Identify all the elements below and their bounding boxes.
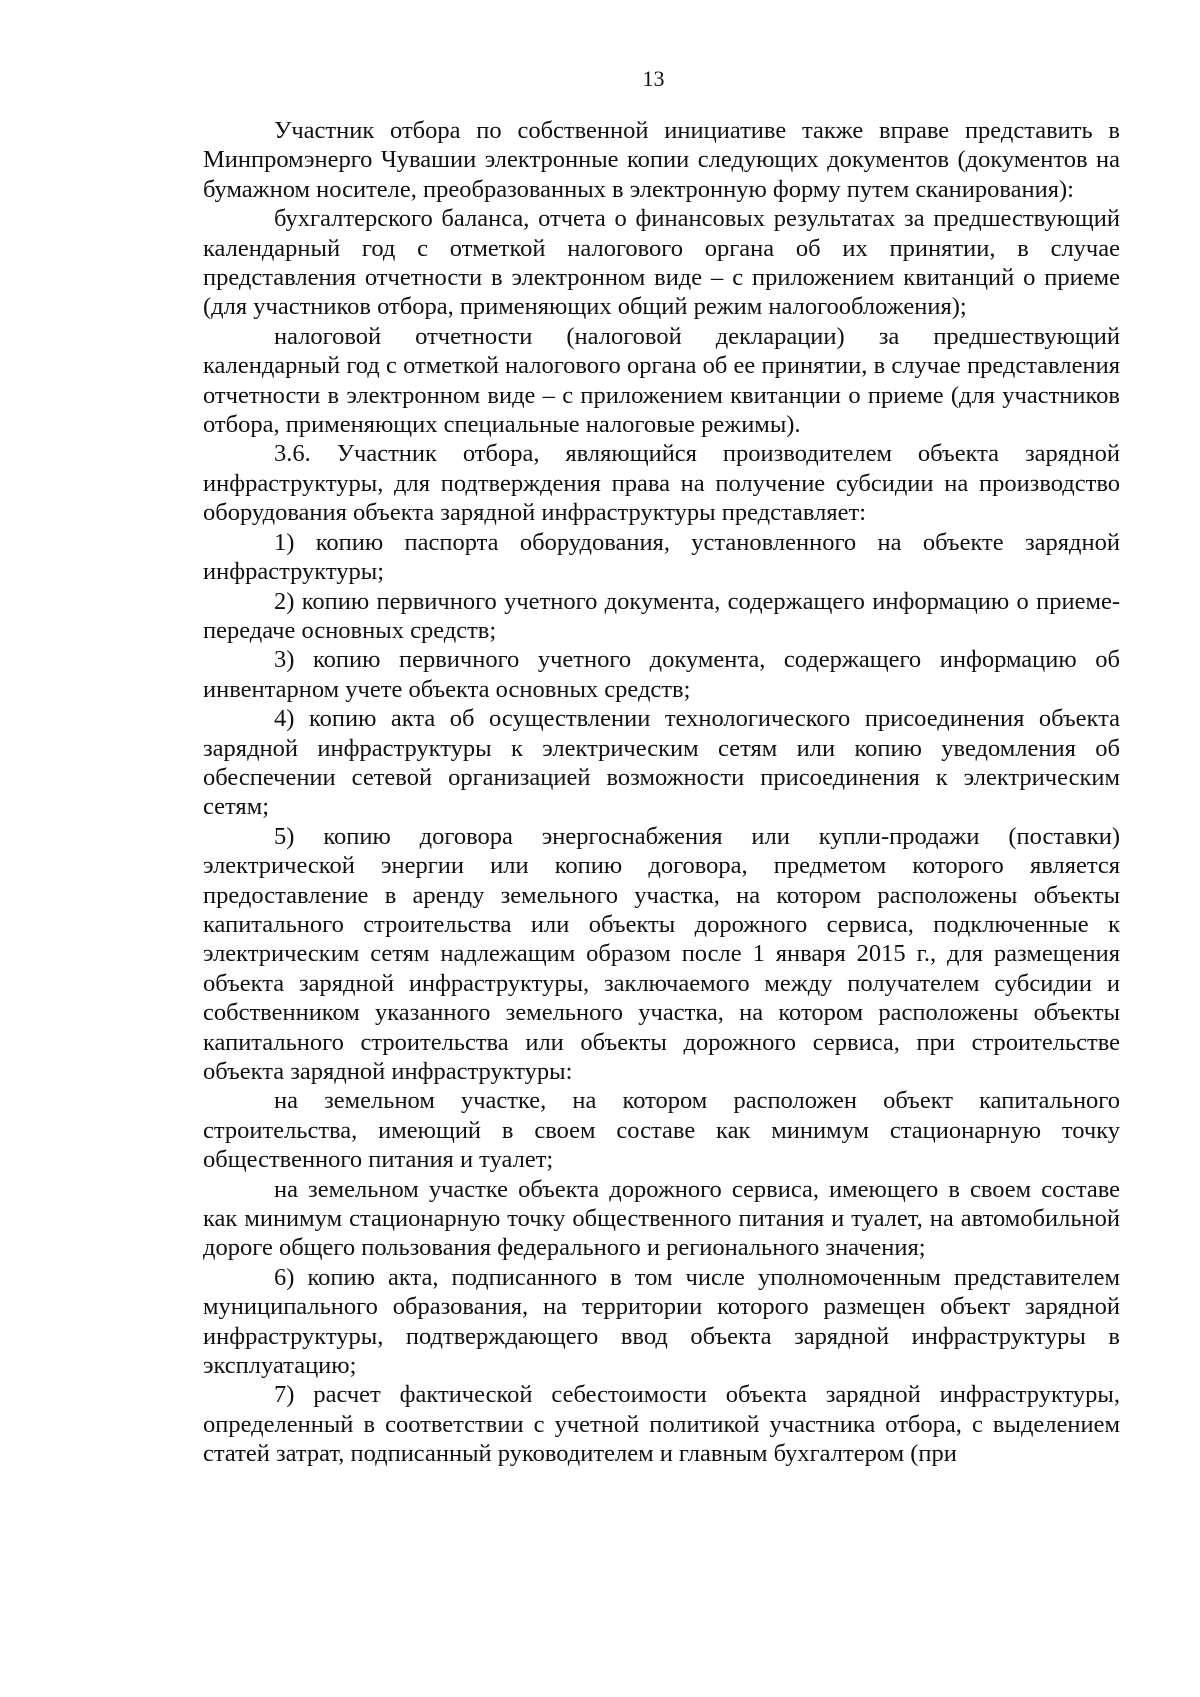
paragraph-intro: Участник отбора по собственной инициативе также вправе представить в Минпромэнерго Чувашии электронные копии следующих документов (документов на бумажном носителе, преобразованных в электронную форму путем сканирования): xyxy=(203,117,1120,203)
paragraph-road-service: на земельном участке объекта дорожного сервиса, имеющего в своем составе как минимум стационарную точку общественного питания и туалет, на автомобильной дороге общего пользования федерального и регионального значения; xyxy=(203,1175,1120,1262)
paragraph-capital-construction: на земельном участке, на котором расположен объект капитального строительства, имеющий в своем составе как минимум стационарную точку общественного питания и туалет; xyxy=(203,1087,1120,1174)
paragraph-item-6: 6) копию акта, подписанного в том числе уполномоченным представителем муниципального образования, на территории которого размещен объект зарядной инфраструктуры, подтверждающего ввод объекта зарядной инфраструктуры в эксплуатацию; xyxy=(203,1263,1120,1380)
paragraph-item-1: 1) копию паспорта оборудования, установленного на объекте зарядной инфраструктуры; xyxy=(203,528,1120,586)
paragraph-tax-reporting: налоговой отчетности (налоговой декларации) за предшествующий календарный год с отметкой налогового органа об ее принятии, в случае представления отчетности в электронном виде – с приложением квитанции о приеме (для участников отбора, применяющих специальные налоговые режимы). xyxy=(203,322,1120,439)
document-body xyxy=(203,116,1120,1469)
paragraph-section-3-6: 3.6. Участник отбора, являющийся производителем объекта зарядной инфраструктуры, для подтверждения права на получение субсидии на производство оборудования объекта зарядной инфраструктуры представляет: xyxy=(203,440,1120,527)
paragraph-item-5: 5) копию договора энергоснабжения или купли-продажи (поставки) электрической энергии или копию договора, предметом которого является предоставление в аренду земельного участка, на котором расположены объекты капитального строительства или объекты дорожного сервиса, подключенные к электрическим сетям надлежащим образом после 1 января 2015 г., для размещения объекта зарядной инфраструктуры, заключаемого между получателем субсидии и собственником указанного земельного участка, на котором расположены объекты капитального строительства или объекты дорожного сервиса, при строительстве объекта зарядной инфраструктуры: xyxy=(203,822,1120,1085)
paragraph-balance: бухгалтерского баланса, отчета о финансовых результатах за предшествующий календарный год с отметкой налогового органа об их принятии, в случае представления отчетности в электронном виде – с приложением квитанций о приеме (для участников отбора, применяющих общий режим налогообложения); xyxy=(203,205,1120,321)
paragraph-item-2: 2) копию первичного учетного документа, содержащего информацию о приеме-передаче основных средств; xyxy=(203,587,1120,644)
page-number: 13 xyxy=(642,66,665,91)
paragraph-item-3: 3) копию первичного учетного документа, содержащего информацию об инвентарном учете объекта основных средств; xyxy=(203,646,1120,703)
paragraph-item-7: 7) расчет фактической себестоимости объекта зарядной инфраструктуры, определенный в соответствии с учетной политикой участника отбора, с выделением статей затрат, подписанный руководителем и главным бухгалтером (при xyxy=(203,1381,1120,1468)
paragraph-item-4: 4) копию акта об осуществлении технологического присоединения объекта зарядной инфраструктуры к электрическим сетям или копию уведомления об обеспечении сетевой организацией возможности присоединения к электрическим сетям; xyxy=(203,705,1120,821)
